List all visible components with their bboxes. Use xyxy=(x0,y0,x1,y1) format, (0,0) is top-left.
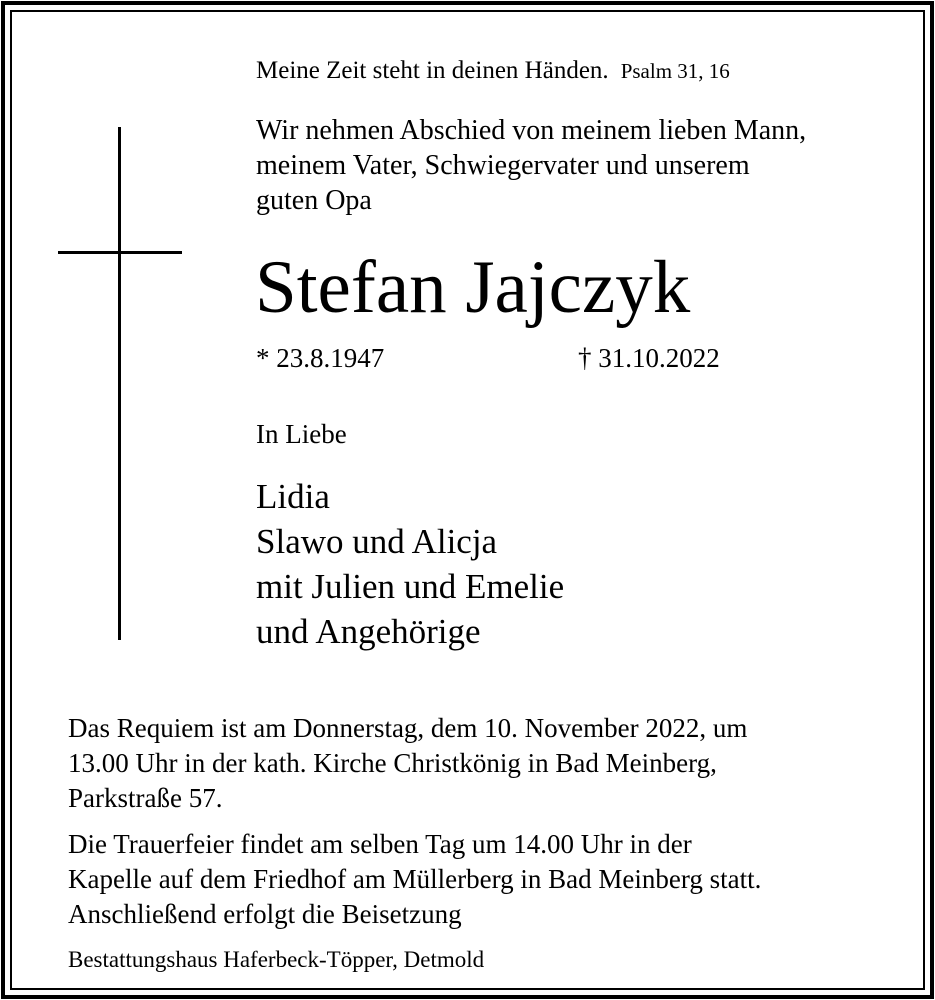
intro-line: meinem Vater, Schwiegervater und unserem xyxy=(256,150,750,181)
mourners-list xyxy=(256,474,564,654)
mourner-name: Lidia xyxy=(256,477,330,516)
ceremony-line: Kapelle auf dem Friedhof am Müllerberg in Bad Meinberg statt. xyxy=(68,864,762,894)
bible-verse xyxy=(256,58,730,83)
verse-reference: Psalm 31, 16 xyxy=(620,59,730,83)
cross-vertical-bar xyxy=(118,127,121,640)
requiem-line: 13.00 Uhr in der kath. Kirche Christkönig in Bad Meinberg, xyxy=(68,748,717,778)
mourner-name: und Angehörige xyxy=(256,612,481,651)
verse-text: Meine Zeit steht in deinen Händen. xyxy=(256,57,609,84)
farewell-intro xyxy=(256,113,906,218)
ceremony-line: Anschließend erfolgt die Beisetzung xyxy=(68,899,462,929)
intro-line: guten Opa xyxy=(256,185,372,216)
requiem-notice xyxy=(68,711,908,816)
intro-line: Wir nehmen Abschied von meinem lieben Mann, xyxy=(256,115,807,146)
ceremony-line: Die Trauerfeier findet am selben Tag um 14.00 Uhr in der xyxy=(68,829,692,859)
funeral-home: Bestattungshaus Haferbeck-Töpper, Detmold xyxy=(68,947,485,972)
requiem-line: Parkstraße 57. xyxy=(68,783,223,813)
requiem-line: Das Requiem ist am Donnerstag, dem 10. November 2022, um xyxy=(68,713,748,743)
birth-date: * 23.8.1947 xyxy=(256,343,385,373)
deceased-name: Stefan Jajczyk xyxy=(255,246,691,329)
death-date: † 31.10.2022 xyxy=(578,343,720,373)
mourner-name: mit Julien und Emelie xyxy=(256,567,565,606)
ceremony-notice xyxy=(68,827,908,932)
cross-horizontal-bar xyxy=(58,251,182,254)
mourner-name: Slawo und Alicja xyxy=(256,522,498,561)
mourners-intro: In Liebe xyxy=(256,419,347,449)
